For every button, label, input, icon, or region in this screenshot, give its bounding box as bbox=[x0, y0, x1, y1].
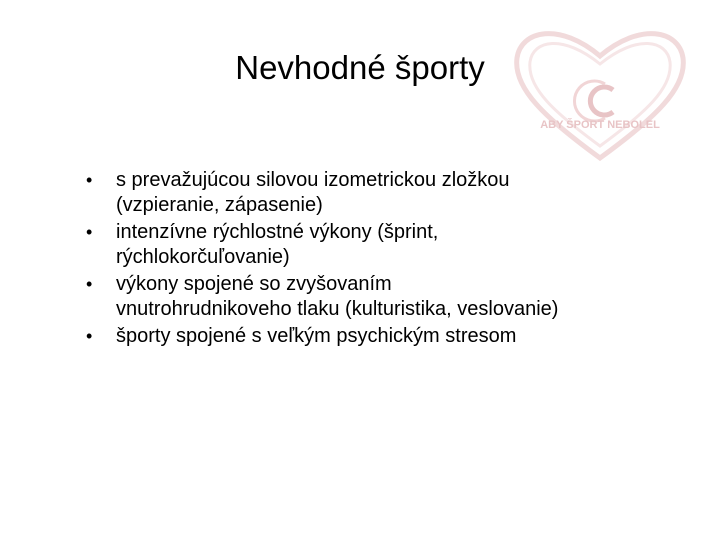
bullet-text-line: rýchlokorčuľovanie) bbox=[116, 246, 290, 268]
bullet-marker: • bbox=[86, 222, 93, 242]
bullet-marker: • bbox=[86, 326, 93, 346]
bullet-item bbox=[86, 324, 690, 349]
bullet-list bbox=[86, 168, 690, 351]
bullet-text-line: vnutrohrudnikoveho tlaku (kulturistika, veslovanie) bbox=[116, 298, 559, 320]
watermark-text: ABY ŠPORT NEBOLEL bbox=[540, 119, 660, 131]
bullet-marker: • bbox=[86, 274, 93, 294]
bullet-item bbox=[86, 168, 690, 218]
bullet-text-line: športy spojené s veľkým psychickým stresom bbox=[116, 325, 517, 347]
slide-title: Nevhodné športy bbox=[235, 49, 485, 86]
heart-logo-watermark bbox=[505, 18, 695, 168]
bullet-text-line: s prevažujúcou silovou izometrickou zložkou bbox=[116, 169, 510, 191]
heart-logo-icon bbox=[505, 18, 695, 168]
bullet-item bbox=[86, 220, 690, 270]
bullet-text-line: intenzívne rýchlostné výkony (šprint, bbox=[116, 221, 439, 243]
bullet-text-line: výkony spojené so zvyšovaním bbox=[116, 273, 392, 295]
bullet-item bbox=[86, 272, 690, 322]
bullet-text-line: (vzpieranie, zápasenie) bbox=[116, 194, 323, 216]
bullet-marker: • bbox=[86, 170, 93, 190]
